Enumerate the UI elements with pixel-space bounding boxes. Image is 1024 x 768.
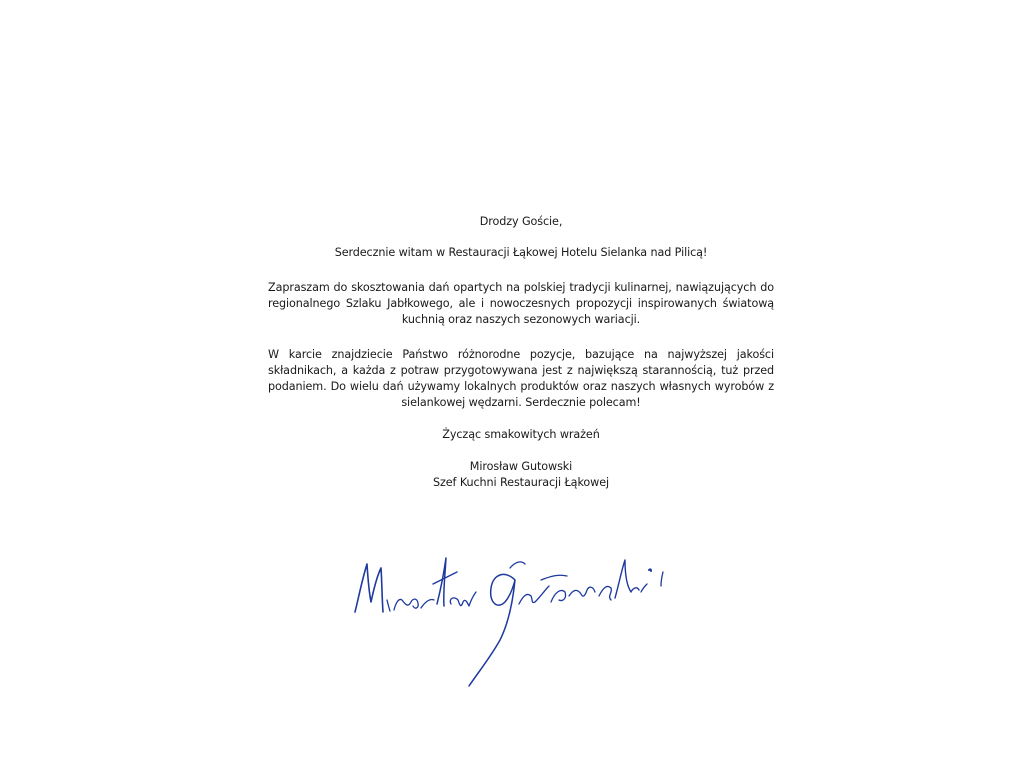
author-title: Szef Kuchni Restauracji Łąkowej	[432, 476, 610, 489]
letter-greeting: Drodzy Goście,	[479, 215, 563, 228]
handwritten-signature	[345, 540, 675, 690]
signature-drawing	[345, 540, 675, 690]
letter-paragraph-1: Zapraszam do skosztowania dań opartych na polskiej tradycji kulinarnej, nawiązujących do regionalnego Szlaku Jabłkowego, ale i nowoczesnych propozycji inspirowanych światową kuchnią oraz naszych sezonowych wariacji.	[268, 281, 774, 326]
letter-closing-wishes: Życząc smakowitych wrażeń	[442, 428, 600, 441]
letter-paragraph-2: W karcie znajdziecie Państwo różnorodne pozycje, bazujące na najwyższej jakości składnikach, a każda z potraw przygotowywana jest z największą starannością, tuż przed podaniem. Do wielu dań używamy lokalnych produktów oraz naszych własnych wyrobów z sielankowej wędzarni. Serdecznie polecam!	[268, 348, 774, 409]
letter-welcome: Serdecznie witam w Restauracji Łąkowej Hotelu Sielanka nad Pilicą!	[334, 246, 708, 259]
author-name: Mirosław Gutowski	[469, 460, 573, 473]
welcome-letter	[268, 214, 774, 491]
